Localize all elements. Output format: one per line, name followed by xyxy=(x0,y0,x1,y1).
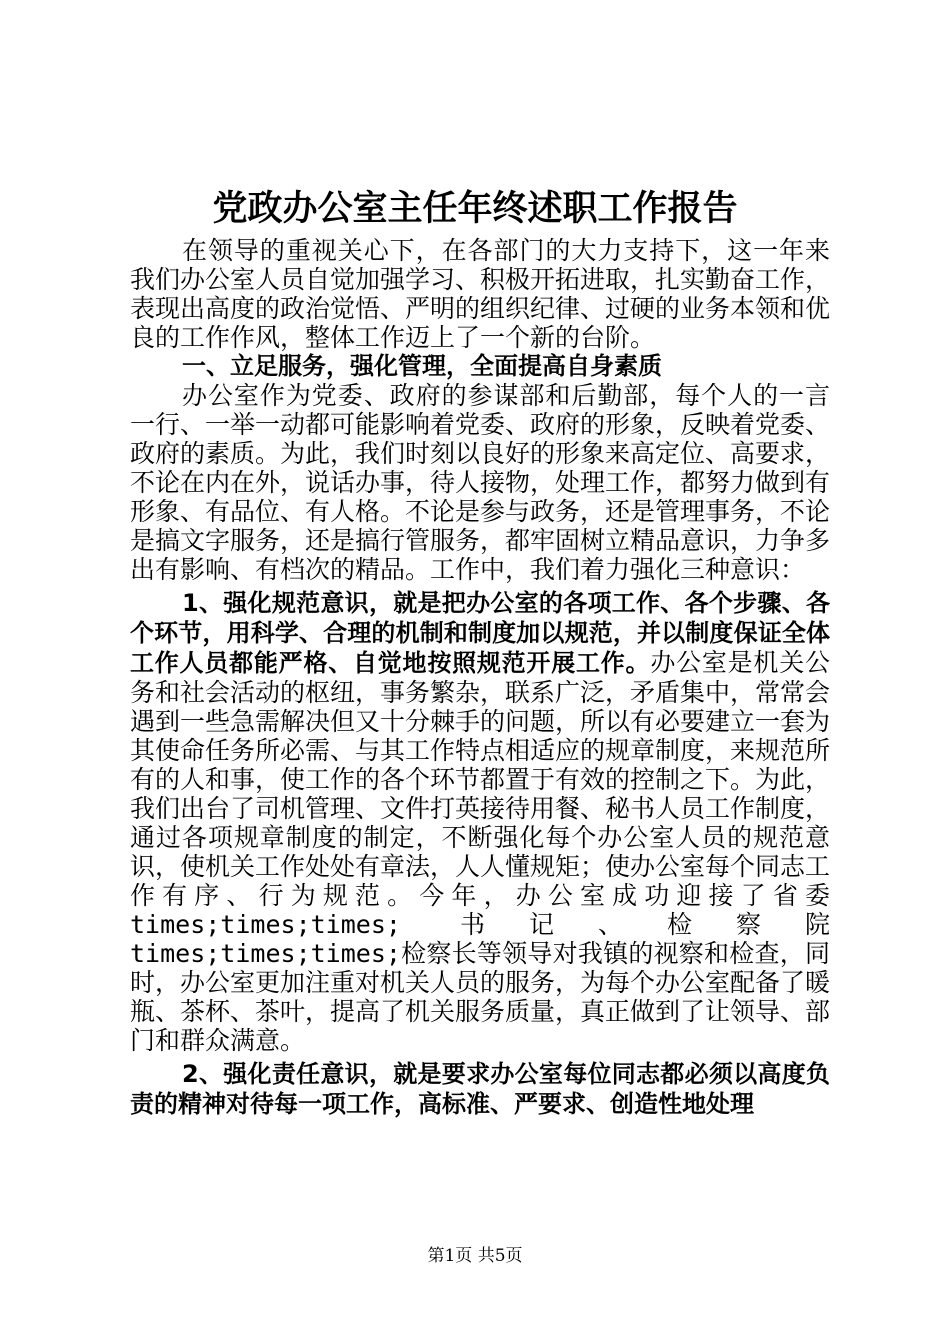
item-2-paragraph xyxy=(130,1059,830,1119)
item-2-lead: 2、强化责任意识，就是要求办公室每位同志都必须以高度负责的精神对待每一项工作，高标准、严要求、创造性地处理 xyxy=(130,1060,830,1118)
document-body xyxy=(130,236,830,1119)
page-footer: 第1页 共5页 xyxy=(427,1246,523,1266)
item-1-paragraph xyxy=(130,588,830,1055)
item-1-lead: 1、强化规范意识，就是把办公室的各项工作、各个步骤、各个环节，用科学、合理的机制和制度加以规范，并以制度保证全体工作人员都能严格、自觉地按照规范开展工作。 xyxy=(130,589,830,677)
section-1-paragraph: 办公室作为党委、政府的参谋部和后勤部，每个人的一言一行、一举一动都可能影响着党委、政府的形象，反映着党委、政府的素质。为此，我们时刻以良好的形象来高定位、高要求，不论在内在外，说话办事，待人接物，处理工作，都努力做到有形象、有品位、有人格。不论是参与政务，还是管理事务，不论是搞文字服务，还是搞行管服务，都牢固树立精品意识，力争多出有影响、有档次的精品。工作中，我们着力强化三种意识： xyxy=(130,381,831,584)
item-1-body: 办公室是机关公务和社会活动的枢纽，事务繁杂，联系广泛，矛盾集中，常常会遇到一些急需解决但又十分棘手的问题，所以有必要建立一套为其使命任务所必需、与其工作特点相适应的规章制度，来规范所有的人和事，使工作的各个环节都置于有效的控制之下。为此，我们出台了司机管理、文件打英接待用餐、秘书人员工作制度，通过各项规章制度的制定，不断强化每个办公室人员的规范意识，使机关工作处处有章法，人人懂规矩；使办公室每个同志工作有序、行为规范。今年，办公室成功迎接了省委 times;times;times; 书记、检察院 times;times;times;检察长等领导对我镇的视察和检查，同时，办公室更加注重对机关人员的服务，为每个办公室配备了暖瓶、茶杯、茶叶，提高了机关服务质量，真正做到了让领导、部门和群众满意。 xyxy=(130,648,831,1055)
section-heading-1: 一、立足服务，强化管理，全面提高自身素质 xyxy=(182,352,662,380)
document-title: 党政办公室主任年终述职工作报告 xyxy=(212,188,738,229)
intro-paragraph: 在领导的重视关心下，在各部门的大力支持下，这一年来我们办公室人员自觉加强学习、积极开拓进取，扎实勤奋工作，表现出高度的政治觉悟、严明的组织纪律、过硬的业务本领和优良的工作作风，整体工作迈上了一个新的台阶。 xyxy=(130,236,831,352)
